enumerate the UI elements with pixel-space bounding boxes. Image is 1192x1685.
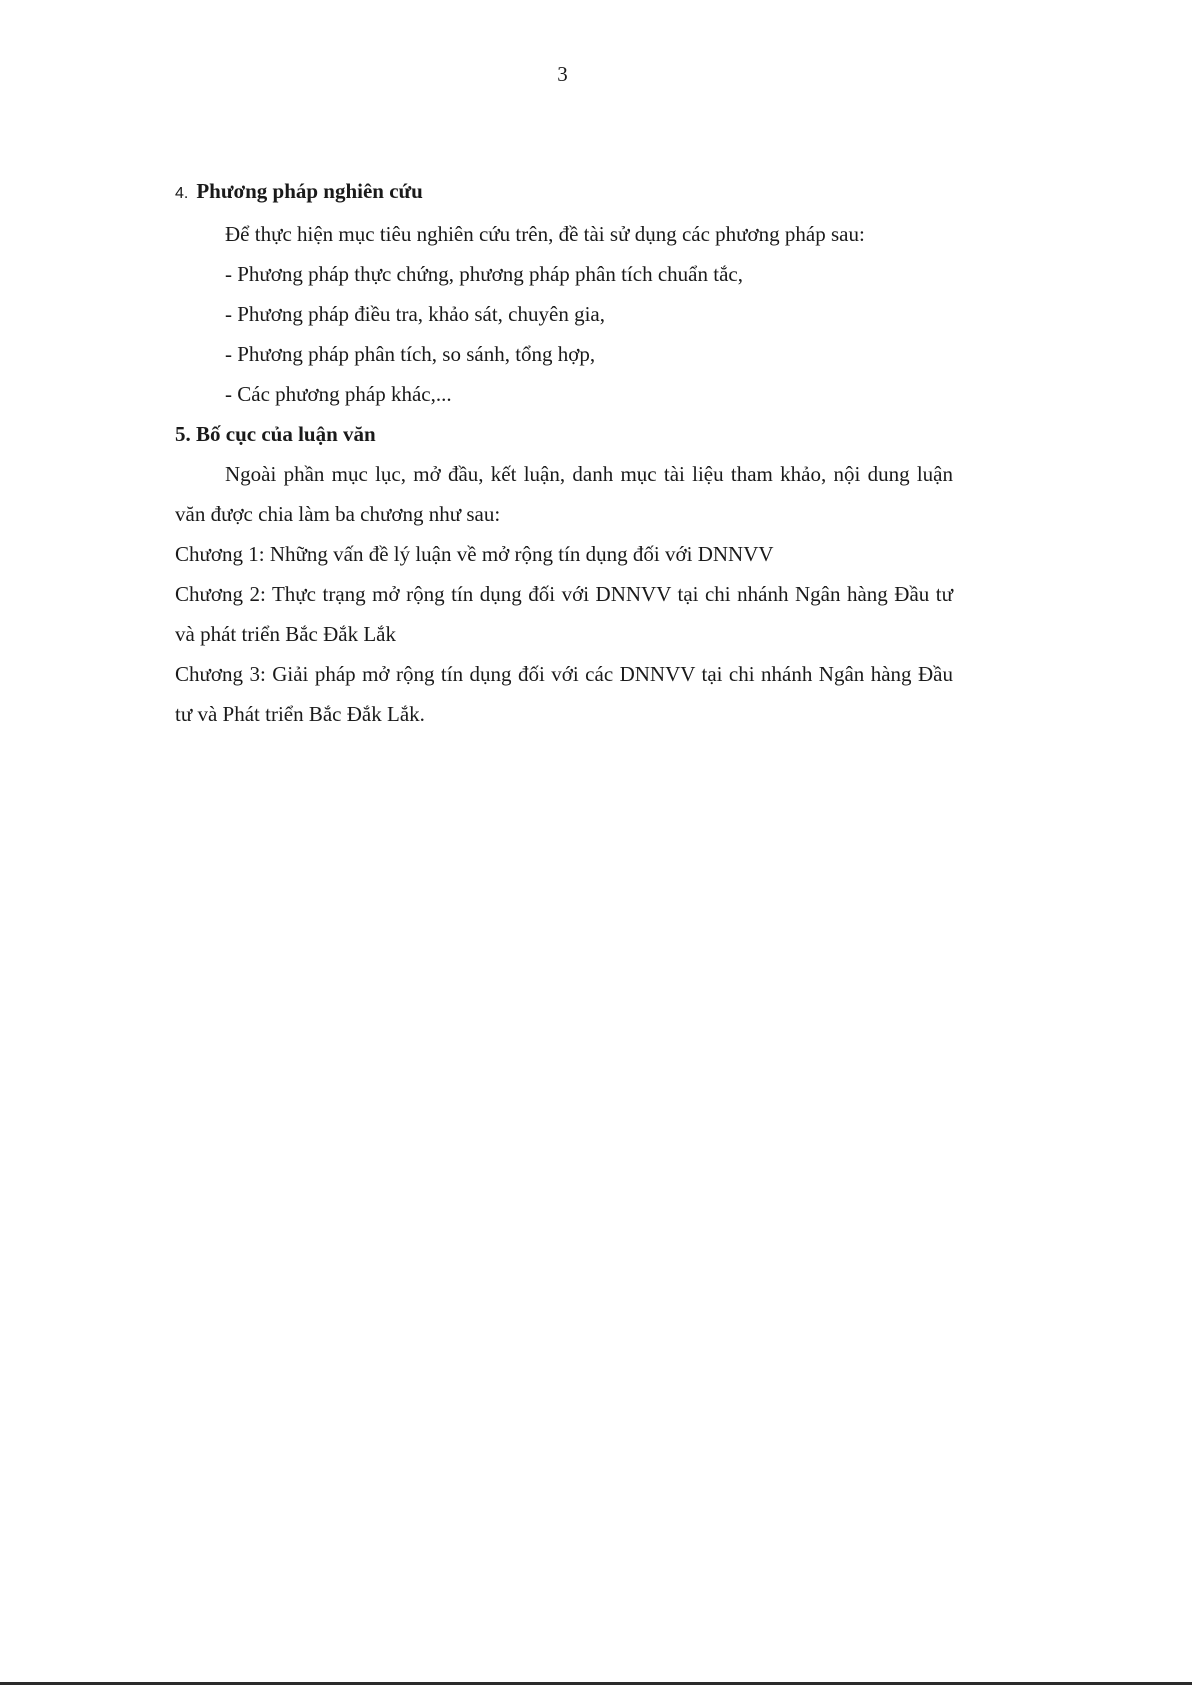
section-4-heading [175, 171, 953, 214]
document-body [175, 171, 953, 734]
section-4-title: Phương pháp nghiên cứu [196, 179, 423, 203]
section-4-intro: Để thực hiện mục tiêu nghiên cứu trên, đề tài sử dụng các phương pháp sau: [225, 222, 865, 246]
section-5-intro: Ngoài phần mục lục, mở đầu, kết luận, danh mục tài liệu tham khảo, nội dung luận văn được chia làm ba chương như sau: [175, 462, 953, 526]
chapter-3: Chương 3: Giải pháp mở rộng tín dụng đối với các DNNVV tại chi nhánh Ngân hàng Đầu tư và Phát triển Bắc Đắk Lắk. [175, 662, 953, 726]
method-item-2: - Phương pháp điều tra, khảo sát, chuyên gia, [225, 302, 605, 326]
method-item-3: - Phương pháp phân tích, so sánh, tổng hợp, [225, 342, 596, 366]
section-5-heading: 5. Bố cục của luận văn [175, 422, 376, 446]
page-number: 3 [557, 62, 568, 86]
chapter-1: Chương 1: Những vấn đề lý luận về mở rộng tín dụng đối với DNNVV [175, 542, 774, 566]
chapter-2: Chương 2: Thực trạng mở rộng tín dụng đối với DNNVV tại chi nhánh Ngân hàng Đầu tư và phát triển Bắc Đắk Lắk [175, 582, 953, 646]
section-4-number: 4. [175, 185, 189, 202]
method-item-1: - Phương pháp thực chứng, phương pháp phân tích chuẩn tắc, [225, 262, 743, 286]
method-item-4: - Các phương pháp khác,... [225, 382, 452, 406]
